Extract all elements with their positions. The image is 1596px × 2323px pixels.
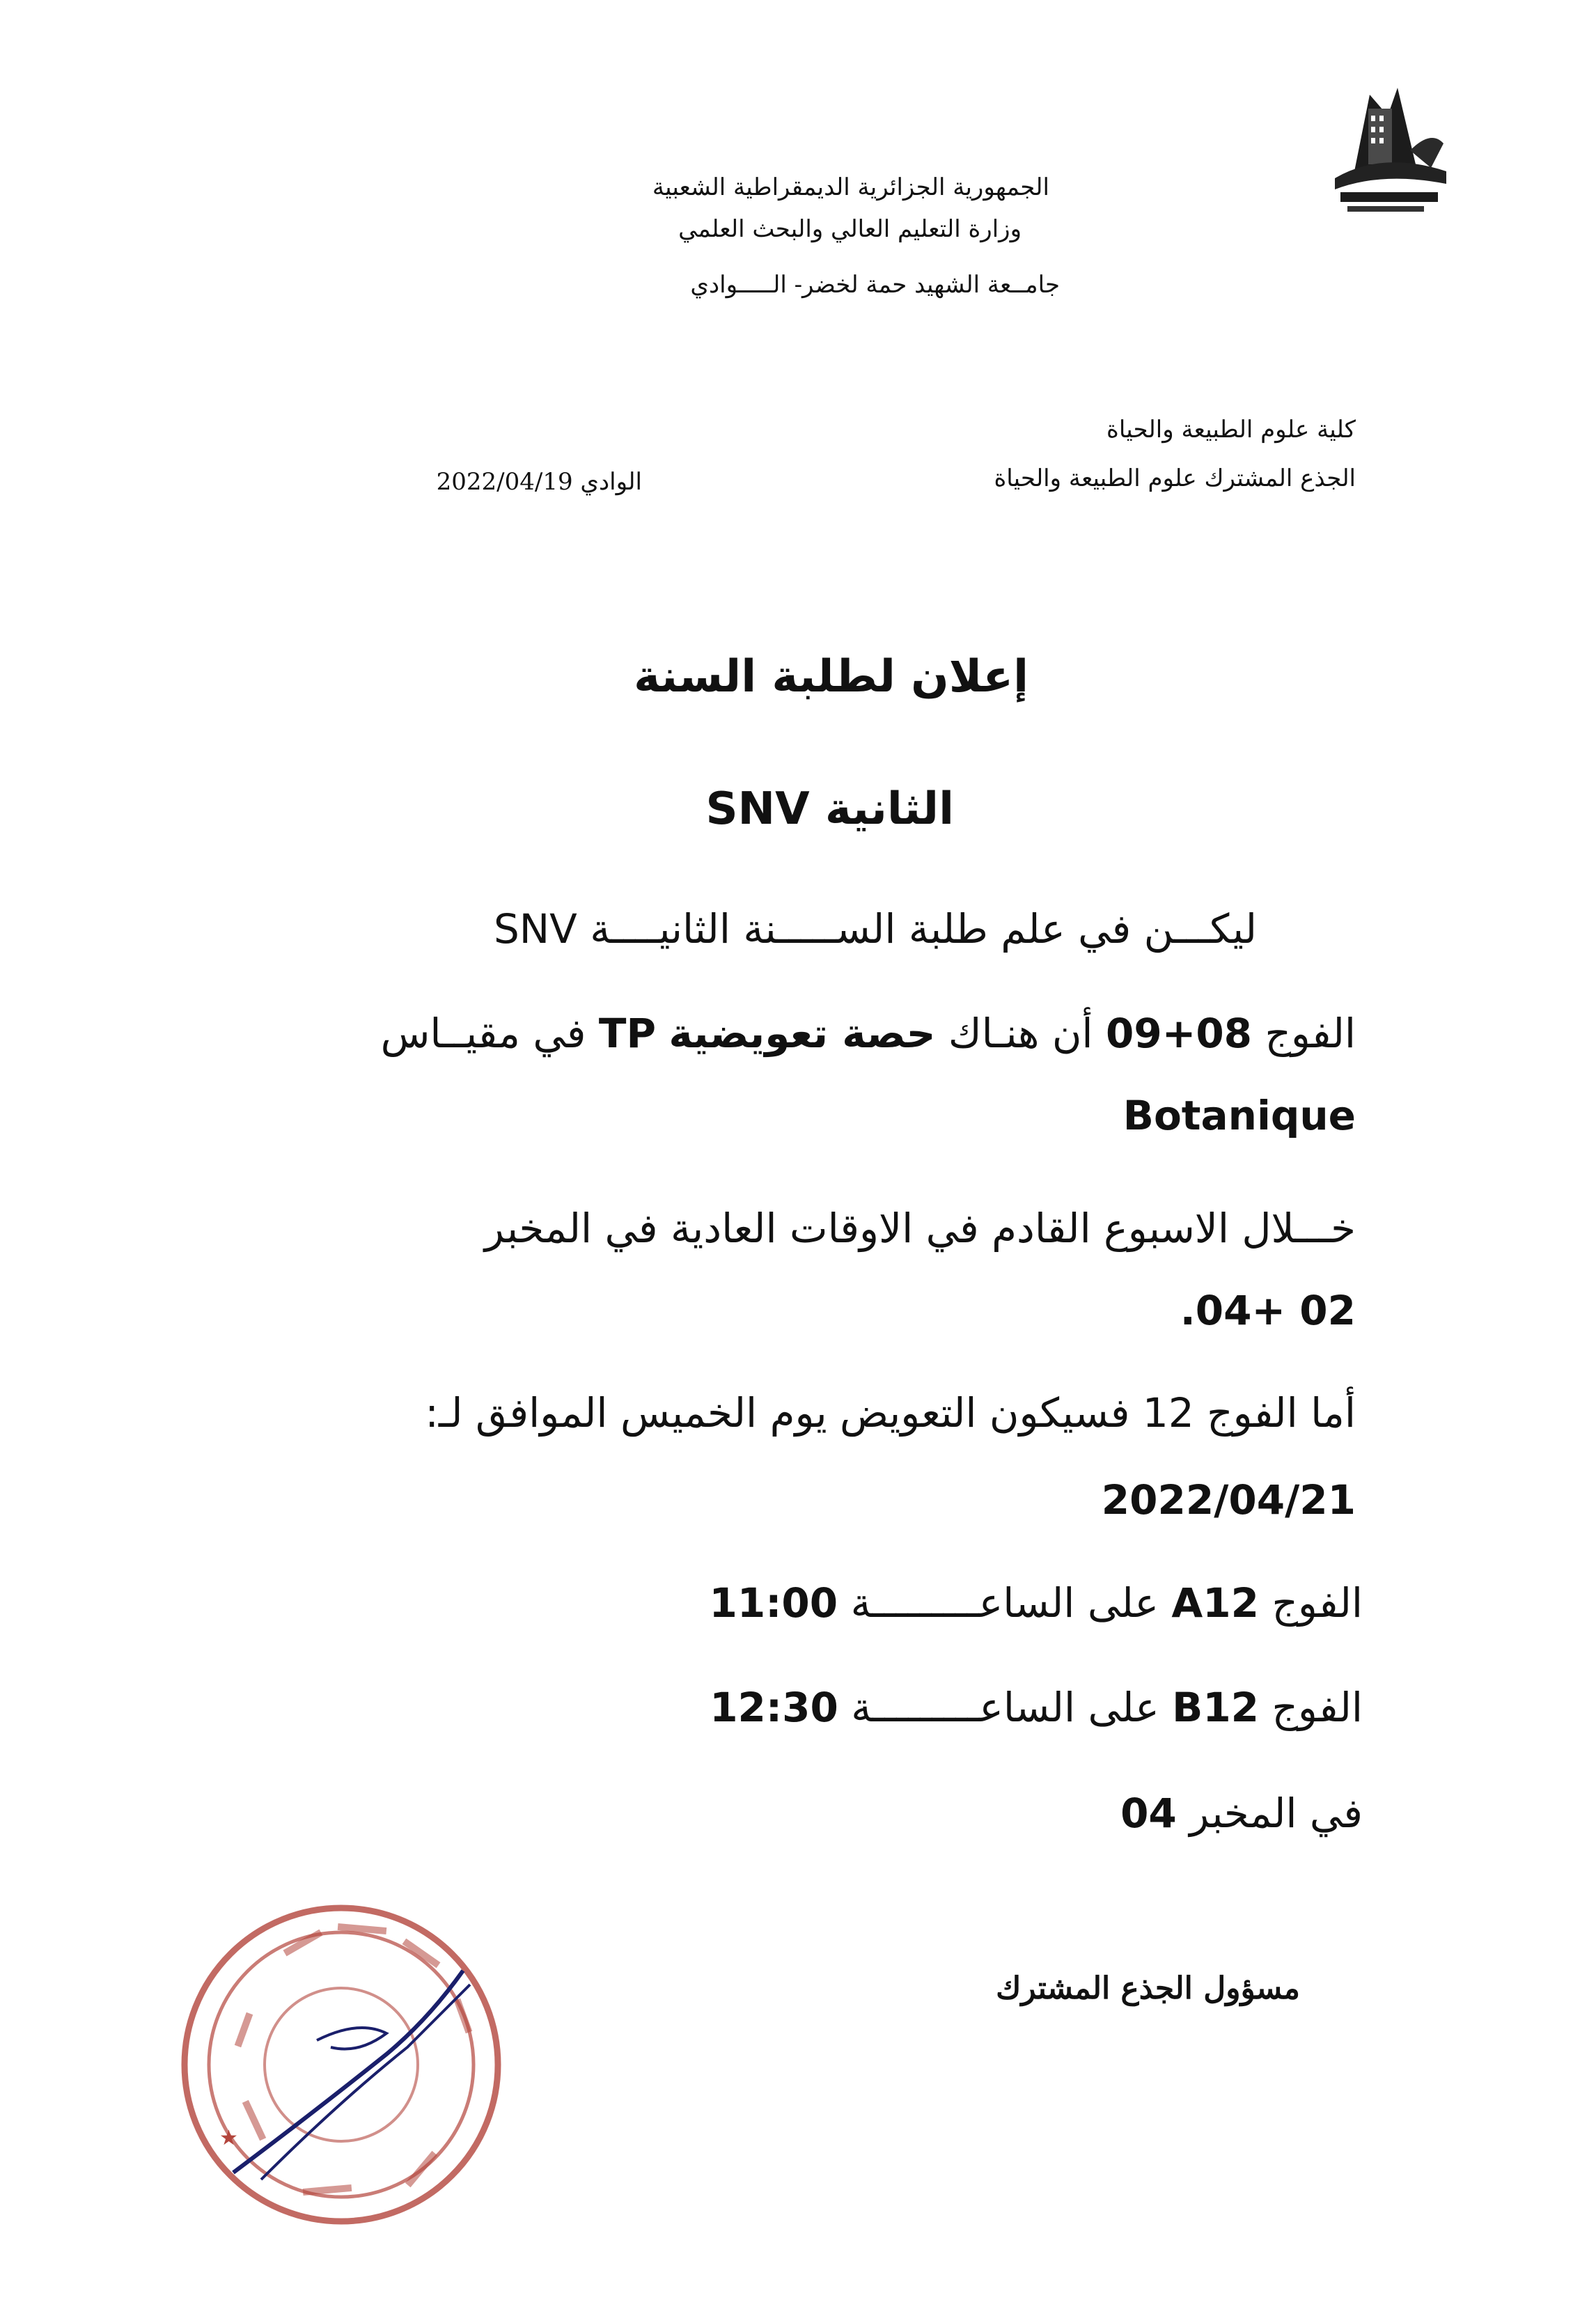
- slot1-time: 11:00: [709, 1579, 838, 1627]
- group12-date: 2022/04/21: [1101, 1476, 1356, 1524]
- group12-line: أما الفوج 12 فسيكون التعويض يوم الخميس الموافق لـ:: [425, 1389, 1356, 1437]
- announcement-title: إعلان لطلبة السنة: [634, 651, 1028, 703]
- slot1-prefix: الفوج: [1272, 1579, 1363, 1627]
- module-name: Botanique: [1122, 1092, 1356, 1139]
- header-university: جامــعة الشهيد حمة لخضر- الـــــوادي: [690, 271, 1060, 299]
- header-republic: الجمهورية الجزائرية الديمقراطية الشعبية: [652, 173, 1049, 201]
- slot-a12: [710, 1579, 1363, 1627]
- university-logo: [1327, 67, 1452, 227]
- groups-line: [381, 1010, 1356, 1057]
- svg-text:★: ★: [219, 2126, 238, 2150]
- slot2-mid: على الساعـــــــــة: [851, 1684, 1159, 1731]
- header-ministry: وزارة التعليم العالي والبحث العلمي: [678, 215, 1022, 243]
- announcement-subtitle: الثانية SNV: [705, 783, 954, 835]
- official-stamp: [178, 1873, 526, 2242]
- intro-line: ليكـــن في علم طلبة الســـــنة الثانيــــة SNV: [493, 905, 1257, 953]
- lab-number: 04: [1120, 1790, 1177, 1837]
- schedule-line: خـــلال الاسبوع القادم في الاوقات العادية في المخبر: [484, 1205, 1356, 1252]
- slot2-prefix: الفوج: [1272, 1684, 1363, 1731]
- lab-prefix: في المخبر: [1189, 1790, 1363, 1837]
- tp-label: TP: [598, 1010, 656, 1057]
- group-mid: أن هنـاك: [948, 1010, 1093, 1057]
- date-line: الوادي 2022/04/19: [436, 468, 642, 496]
- group-prefix: الفوج: [1265, 1010, 1356, 1057]
- lab-numbers: .04+ 02: [1180, 1287, 1356, 1334]
- group-value: 08+09: [1105, 1010, 1253, 1057]
- signature-label: مسؤول الجذع المشترك: [996, 1971, 1300, 2006]
- faculty-name: كلية علوم الطبيعة والحياة: [1106, 416, 1356, 444]
- common-core-name: الجذع المشترك علوم الطبيعة والحياة: [994, 464, 1356, 492]
- slot2-time: 12:30: [710, 1684, 838, 1731]
- slot1-mid: على الساعـــــــــة: [850, 1579, 1159, 1627]
- lab-line: [1120, 1790, 1363, 1837]
- module-prefix: في مقيــاس: [380, 1010, 586, 1057]
- slot2-group: B12: [1172, 1684, 1260, 1731]
- slot1-group: A12: [1171, 1579, 1260, 1627]
- slot-b12: [710, 1684, 1363, 1731]
- session-label: حصة تعويضية: [668, 1010, 936, 1057]
